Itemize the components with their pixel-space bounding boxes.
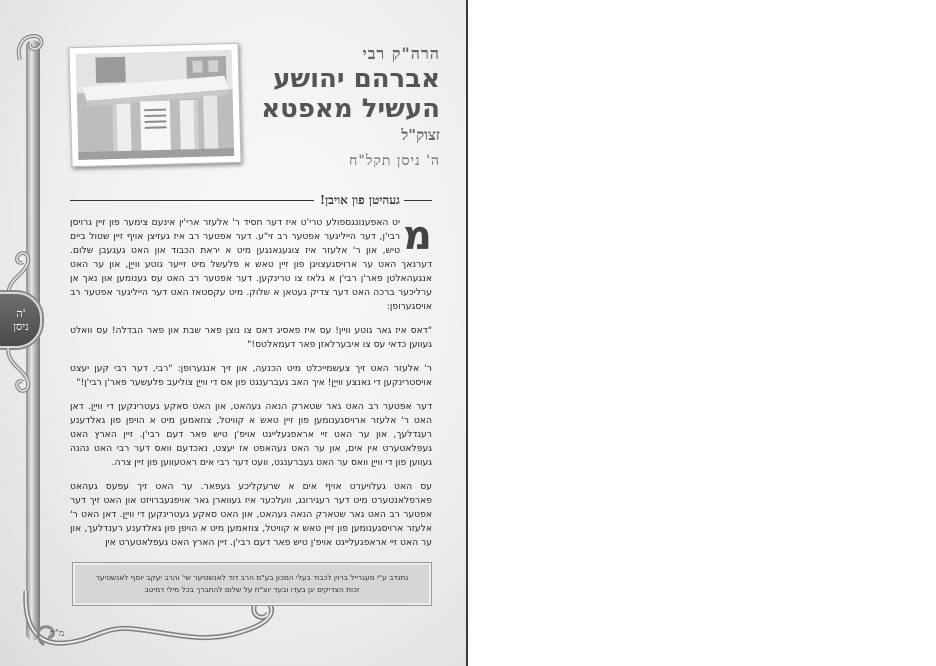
- article-paragraph: [70, 213, 432, 314]
- dedication-box: [72, 562, 432, 606]
- dedication-line2: זכות הצדיקים יגן בעדו ובעד יוצ"ח על שלום להתברך בכל מילי דמיטב: [144, 585, 360, 594]
- tzadik-name-line2: העשיל מאפטא: [261, 94, 440, 124]
- drop-cap: מ: [403, 213, 432, 259]
- article-body: [70, 213, 432, 560]
- tzadik-name-line1: אברהם יהושע: [273, 64, 440, 94]
- yahrzeit-date: ה' ניסן תקל"ח: [349, 153, 440, 169]
- side-scroll-ornament-icon: [4, 346, 38, 396]
- heading-rule-left: [70, 200, 314, 201]
- article-paragraph: ר' אלעזר האט זיך צעשמייכלט מיט הכנעה, און זיך אנגערופן: "רבי, דער רבי קען יעצט אויסטרינקען די גאנצע ווייַן! איך האב געברענגט פון אס די ווייַן צוליעב פלעשער פאר'ן רבי'ן!": [70, 363, 432, 388]
- article-paragraph: דער אפטער רב האט גאר שטארק הנאה געהאט, און האט סאקע געטרינקען די ווייַן. דאן האט ר' אלעזר ארויסגענומען פון זיין טאש א קוויטל, צוזאמען מיט א הויפן פון גאלדענע רענדלעך, און ער האט זיי אראפגעלייגט אויפ'ן טיש פאר דעם רבי'ן. זיין הארץ האט געפלאטערט אין אים, און ער האט געהאפט אז יעצט, נאכדעם וואס דער רבי האט נהנה געווען פון די ווייַן וואס ער האט געברענגט, וועט דער רבי אים ראטעווען פון זיין צרה.: [70, 401, 432, 468]
- blank-facing-page: [468, 0, 936, 666]
- article-paragraph: "דאס איז גאר גוטע וויין! עס איז פאסיג דאס צו נוצן פאר שבת און פאר הבדלה! עס וואלט געווען כדאי עס צו איבערלאזן פאר דעמאלטס!": [70, 325, 432, 350]
- paragraph-text: יט האפענונגספולע טרי'ט איז דער חסיד ר' אלעזר ארי'ין אינעם צימער פון זיין גרויסן רבי'ן, דער הייליגער אפטער רב זי"ע. דער אפטער רב איז געזיצן אויף זיין שטול ביים טיש, און ר' אלעזר איז צוגעגאנגען מיט א יראת הכבוד און האט געגעבן שלום. דערנאך האט ער ארויסגעצויגן פון זיין טאש א פלעשל מיט זייער גוטע ווייַן, און ער האט אנגעהאלטן פאר'ן רבי'ן א גלאז צו טרינקען. דער אפטער רב האט עס גענומען און נאך אן ערליכער ברכה האט דער צדיק געטאן א שלוק. מיט עקסטאז האט דער הייליגער אפטער רב אויסגערופן:: [70, 217, 432, 312]
- side-tab-day: ה': [16, 307, 26, 320]
- article-paragraph: עס האט געלויערט אויף אים א שרעקליכע געפאר. ער האט זיך עפעס געהאט פארפלאנטערט מיט דער רעגירונג, וועלכער איז געווארן גאר אויפגעברויזט און האט זיך דער אפטער רב האט גאר שטארק הנאה געהאט, און האט סאקע געטרינקען די ווייַן. דאן האט ר' אלעזר ארויסגענומען פון זיין טאש א קוויטל, צוזאמען מיט א הויפן פון גאלדענע רענדלעך, און ער האט זיי אראפגעלייגט אויפ'ן טיש פאר דעם רבי'ן. זיין הארץ האט געפלאטערט אין: [70, 481, 432, 548]
- section-heading: [70, 190, 432, 210]
- section-heading-text: געהיטן פון אויבן!: [319, 192, 400, 207]
- heading-rule-right: [404, 200, 432, 201]
- zy-abbreviation: זצוק"ל: [401, 126, 440, 144]
- tomb-photo: [68, 43, 241, 167]
- side-scroll-ornament-icon: [4, 248, 38, 298]
- honorific: הרה"ק רבי: [362, 44, 440, 63]
- dedication-line1: נתנדב ע"י מעגרייל ברוין לכבוד בעלי המכון בע"מ הרב דוד לאנשטיער שי' והרב יעקב יוסף לאנשטיער: [95, 573, 409, 582]
- title-block: [240, 44, 440, 170]
- frame-scroll-ornament-icon: [14, 30, 48, 64]
- page-number: מ"ח: [49, 629, 65, 639]
- side-tab-month: ניסן: [13, 320, 29, 333]
